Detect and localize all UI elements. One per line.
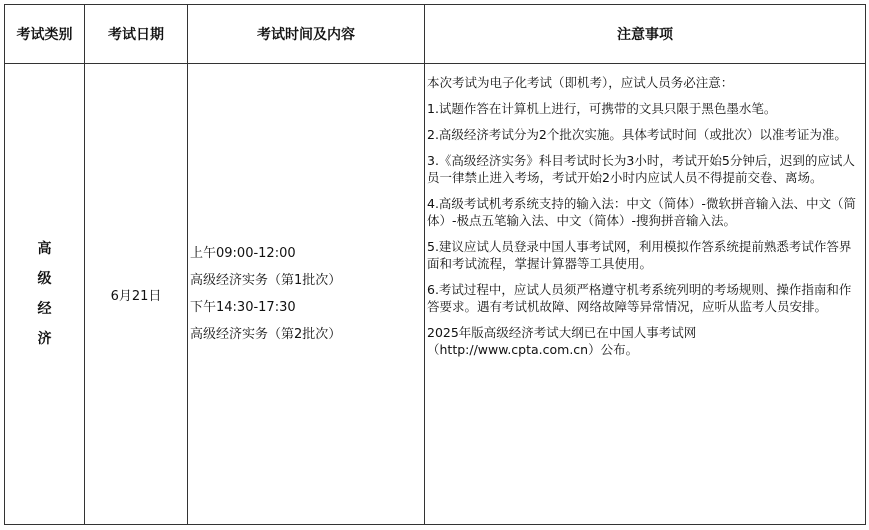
header-category: 考试类别	[5, 5, 85, 64]
note-item: 3.《高级经济实务》科目考试时长为3小时，考试开始5分钟后，迟到的应试人员一律禁止进入考场，考试开始2小时内应试人员不得提前交卷、离场。	[427, 153, 855, 185]
date-cell: 6月21日	[85, 64, 188, 525]
note-item: 6.考试过程中，应试人员须严格遵守机考系统列明的考场规则、操作指南和作答要求。遇有考试机故障、网络故障等异常情况，应听从监考人员安排。	[427, 282, 852, 314]
category-char: 经	[37, 301, 52, 317]
notes-syllabus: 2025年版高级经济考试大纲已在中国人事考试网（http://www.cpta.com.cn）公布。	[427, 325, 697, 357]
schedule-afternoon-time: 下午14:30-17:30	[190, 300, 296, 315]
notes-intro: 本次考试为电子化考试（即机考），应试人员务必注意：	[427, 75, 734, 90]
note-item: 4.高级考试机考系统支持的输入法：中文（简体）-微软拼音输入法、中文（简体）-极点五笔输入法、中文（简体）-搜狗拼音输入法。	[427, 196, 856, 228]
header-time-content: 考试时间及内容	[188, 5, 425, 64]
note-item: 1.试题作答在计算机上进行，可携带的文具只限于黑色墨水笔。	[427, 101, 777, 116]
notes-cell	[425, 64, 866, 525]
exam-info-table-wrapper	[4, 4, 865, 525]
category-char: 级	[37, 271, 52, 287]
header-notes: 注意事项	[425, 5, 866, 64]
category-cell	[5, 64, 85, 525]
note-item: 5.建议应试人员登录中国人事考试网，利用模拟作答系统提前熟悉考试作答界面和考试流程，掌握计算器等工具使用。	[427, 239, 852, 271]
table-row	[5, 64, 866, 525]
category-char: 济	[37, 331, 52, 347]
schedule-afternoon-subject: 高级经济实务（第2批次）	[190, 327, 342, 342]
category-char: 高	[37, 241, 52, 257]
exam-info-table	[4, 4, 866, 525]
schedule-morning-subject: 高级经济实务（第1批次）	[190, 273, 342, 288]
note-item: 2.高级经济考试分为2个批次实施。具体考试时间（或批次）以准考证为准。	[427, 127, 847, 142]
header-date: 考试日期	[85, 5, 188, 64]
schedule-morning-time: 上午09:00-12:00	[190, 246, 296, 261]
schedule-cell	[188, 64, 425, 525]
header-row	[5, 5, 866, 64]
